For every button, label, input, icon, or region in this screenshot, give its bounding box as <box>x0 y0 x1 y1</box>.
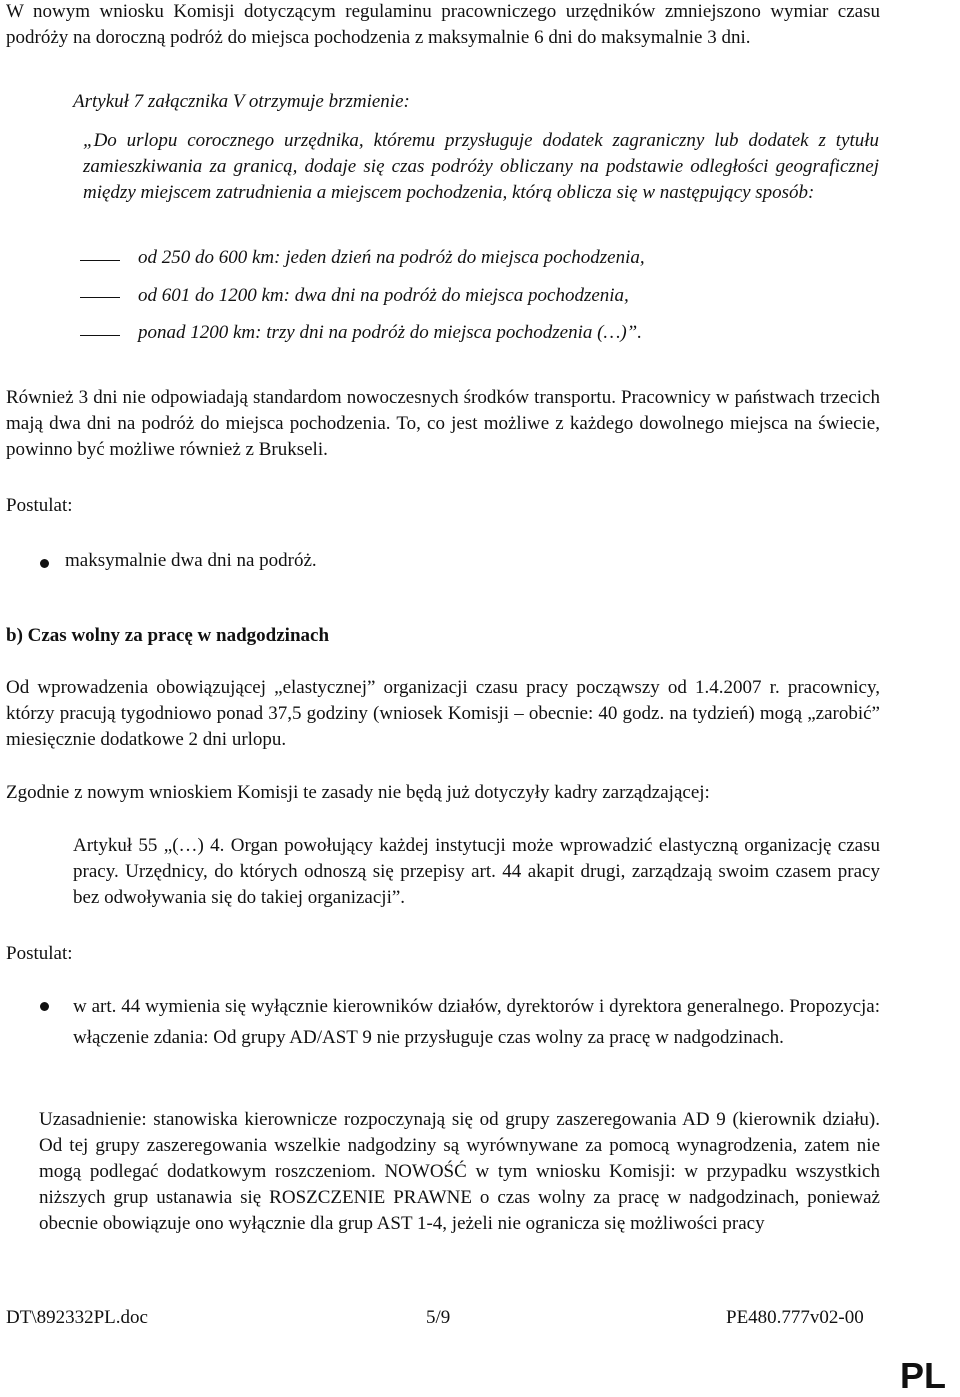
bullet-icon <box>40 559 49 568</box>
postulat-label: Postulat: <box>6 495 73 516</box>
quote-item-3: ponad 1200 km: trzy dni na podróż do miejsca pochodzenia (…)”. <box>138 322 642 343</box>
according-paragraph: Zgodnie z nowym wnioskiem Komisji te zasady nie będą już dotyczyły kadry zarządzającej: <box>6 782 710 803</box>
bullet-icon <box>40 1002 49 1011</box>
language-code: PL <box>899 1355 946 1396</box>
pe-reference: PE480.777v02-00 <box>726 1307 864 1328</box>
justification-paragraph: Uzasadnienie: stanowiska kierownicze rozpoczynają się od grupy zaszeregowania AD 9 (kierownik działu). Od tej grupy zaszeregowania wszelkie nadgodziny są wyrównywane za pomocą wynagrodzenia, zatem nie mogą podlegać dodatkowym roszczeniom. NOWOŚĆ w tym wniosku Komisji: w przypadku wszystkich niższych grup ustanawia się ROSZCZENIE PRAWNE o czas wolny za pracę w nadgodzinach, ponieważ obecnie obowiązuje ono wyłącznie dla grup AST 1-4, jeżeli nie ogranicza się możliwości pracy <box>39 1109 880 1234</box>
postulat-label: Postulat: <box>6 943 73 964</box>
quote-item-1: od 250 do 600 km: jeden dzień na podróż do miejsca pochodzenia, <box>138 247 645 268</box>
postulat-item: w art. 44 wymienia się wyłącznie kierowników działów, dyrektorów i dyrektora generalnego. Propozycja: włączenie zdania: Od grupy AD/AST 9 nie przysługuje czas wolny za pracę w nadgodzinach. <box>73 996 880 1048</box>
article55-paragraph: Artykuł 55 „(…) 4. Organ powołujący każdej instytucji może wprowadzić elastyczną organizację czasu pracy. Urzędnicy, do których odnoszą się przepisy art. 44 akapit drugi, zarządzają swoim czasem pracy bez odwoływania się do takiej organizacji”. <box>73 835 880 908</box>
doc-reference: DT\892332PL.doc <box>6 1307 148 1328</box>
list-dash <box>80 297 120 298</box>
section-heading: b) Czas wolny za pracę w nadgodzinach <box>6 625 330 646</box>
list-dash <box>80 260 120 261</box>
page-number: 5/9 <box>426 1307 451 1328</box>
overtime-paragraph: Od wprowadzenia obowiązującej „elastycznej” organizacji czasu pracy począwszy od 1.4.2007 r. pracownicy, którzy pracują tygodniowo ponad 37,5 godziny (wniosek Komisji – obecnie: 40 godz. na tydzień) mogą „zarobić” miesięcznie dodatkowe 2 dni urlopu. <box>6 677 880 750</box>
quote-paragraph: „Do urlopu corocznego urzędnika, któremu przysługuje dodatek zagraniczny lub dodatek z tytułu zamieszkiwania za granicą, dodaje się czas podróży obliczany na podstawie odległości geograficznej między miejscem zatrudnienia a miejscem pochodzenia, którą oblicza się w następujący sposób: <box>83 130 879 203</box>
quote-item-2: od 601 do 1200 km: dwa dni na podróż do miejsca pochodzenia, <box>138 285 629 306</box>
postulat-item: maksymalnie dwa dni na podróż. <box>65 550 317 571</box>
intro-paragraph: W nowym wniosku Komisji dotyczącym regulaminu pracowniczego urzędników zmniejszono wymiar czasu podróży na doroczną podróż do miejsca pochodzenia z maksymalnie 6 dni do maksymalnie 3 dni. <box>6 1 880 48</box>
article-intro: Artykuł 7 załącznika V otrzymuje brzmienie: <box>73 91 410 112</box>
also-paragraph: Również 3 dni nie odpowiadają standardom nowoczesnych środków transportu. Pracownicy w państwach trzecich mają dwa dni na podróż do miejsca pochodzenia. To, co jest możliwe z każdego dowolnego miejsca na świecie, powinno być możliwe również z Brukseli. <box>6 387 880 460</box>
list-dash <box>80 335 120 336</box>
